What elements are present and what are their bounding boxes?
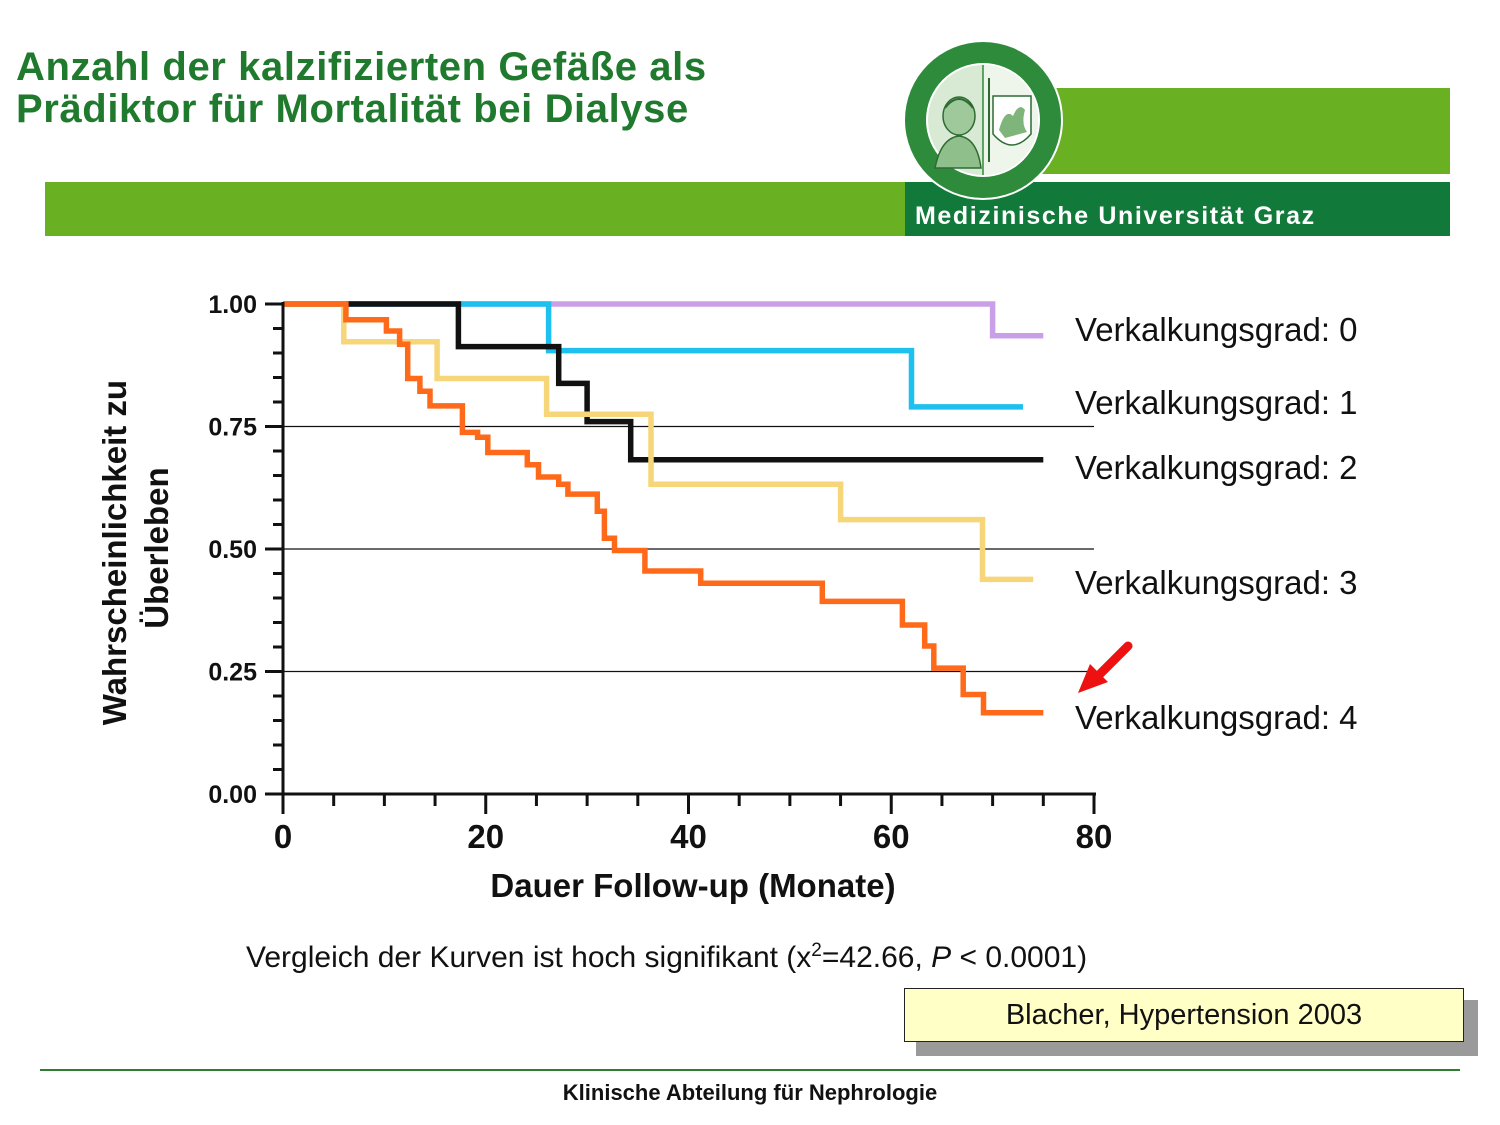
x-axis-label: Dauer Follow-up (Monate) [490, 867, 896, 904]
y-tick-label: 1.00 [208, 291, 257, 319]
x-tick-label: 0 [273, 818, 293, 855]
significance-note [246, 940, 1087, 975]
reference-box: Blacher, Hypertension 2003 [904, 988, 1464, 1042]
stats-prefix: Vergleich der Kurven ist hoch signifikant (x [246, 941, 812, 974]
x-tick-label: 80 [1075, 818, 1113, 855]
legend-label-1: Verkalkungsgrad: 1 [1075, 384, 1358, 421]
series-line-4 [283, 304, 1043, 713]
y-tick-label: 0.50 [208, 536, 257, 564]
gridlines [283, 427, 1094, 672]
y-tick-label: 0.25 [208, 658, 257, 687]
series-line-2 [283, 304, 1043, 460]
legend-label-3: Verkalkungsgrad: 3 [1075, 564, 1358, 601]
stats-mid: =42.66, [821, 941, 932, 974]
series-line-1 [283, 304, 1023, 407]
stats-suffix: < 0.0001) [951, 941, 1088, 974]
x-tick-label: 20 [467, 818, 505, 855]
footer-department: Klinische Abteilung für Nephrologie [562, 1080, 938, 1105]
legend-label-2: Verkalkungsgrad: 2 [1075, 449, 1358, 486]
highlight-arrow-icon [1078, 646, 1128, 693]
stats-p: P [931, 941, 952, 974]
legend-label-4: Verkalkungsgrad: 4 [1075, 699, 1358, 736]
y-axis-label-line-1: Wahrscheinlichkeit zu [96, 379, 133, 726]
footer-divider [40, 1069, 1460, 1071]
university-name: Medizinische Universität Graz [915, 202, 1316, 230]
legend [1075, 311, 1358, 736]
title-line-2: Prädiktor für Mortalität bei Dialyse [16, 87, 689, 131]
legend-label-0: Verkalkungsgrad: 0 [1075, 311, 1358, 348]
y-axis-label-line-2: Überleben [138, 467, 175, 629]
seal-text: SALUS ÆGROTI SUPREMA LEX · MEDIZINISCHE UNIVERSITÄT GRAZ [901, 30, 1275, 41]
y-tick-label: 0.75 [208, 413, 257, 442]
x-tick-label: 40 [670, 818, 707, 855]
series-line-3 [283, 304, 1033, 579]
series-lines [283, 304, 1043, 713]
y-tick-label: 0.00 [208, 781, 257, 809]
y-axis-label [96, 371, 175, 726]
stats-superscript: 2 [811, 940, 822, 961]
x-tick-label: 60 [872, 818, 910, 855]
title-line-1: Anzahl der kalzifizierten Gefäße als [16, 45, 707, 89]
